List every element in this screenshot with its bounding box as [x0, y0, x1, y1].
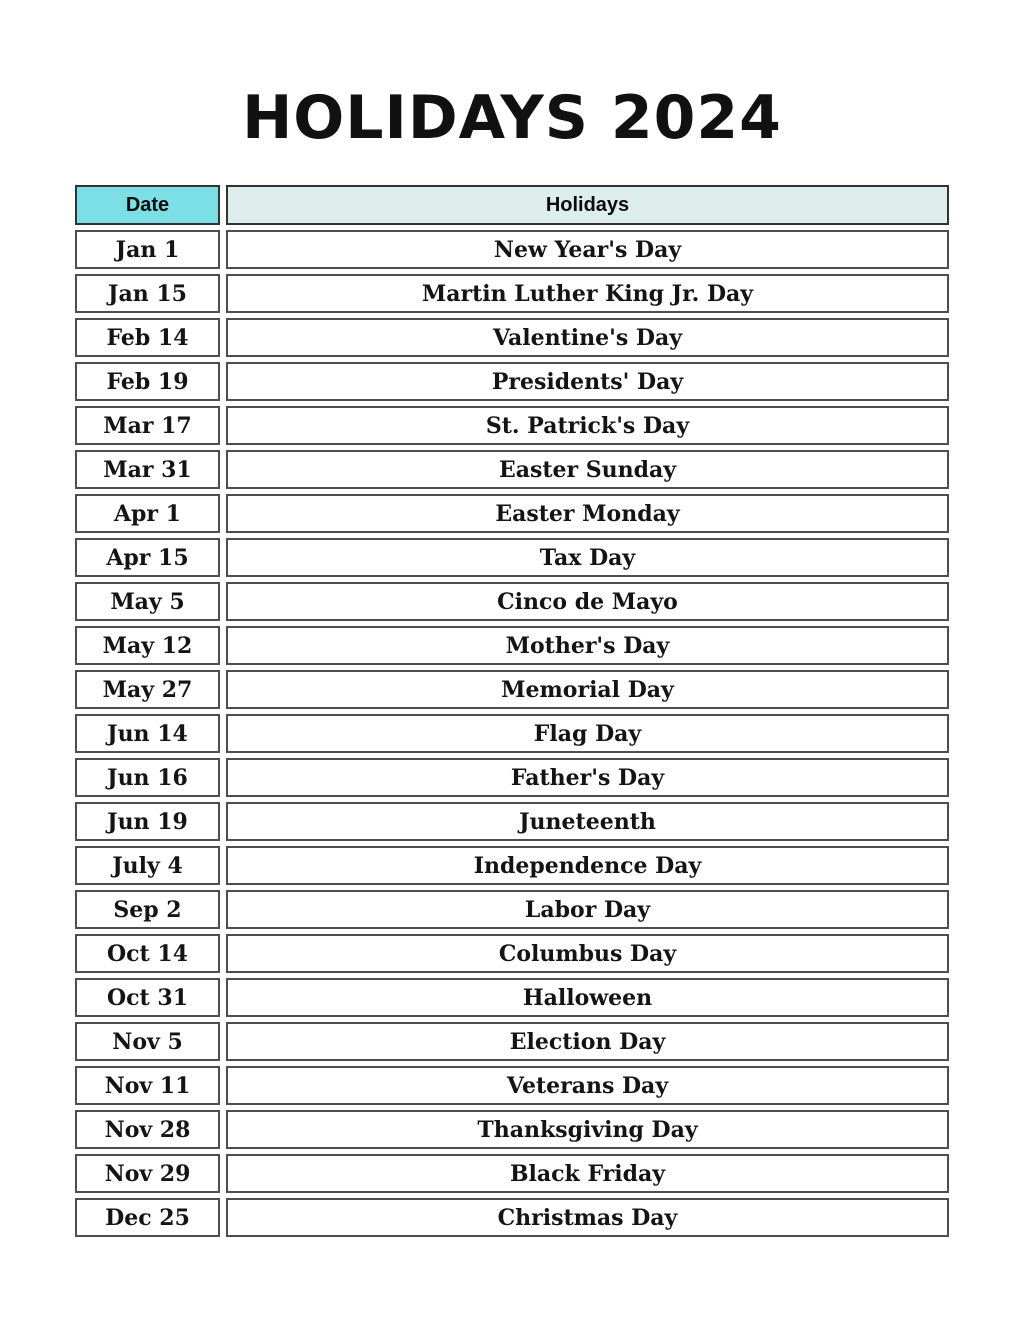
holiday-cell: Veterans Day: [226, 1066, 949, 1105]
date-cell: Jun 19: [75, 802, 220, 841]
date-cell: Nov 28: [75, 1110, 220, 1149]
holiday-cell: Election Day: [226, 1022, 949, 1061]
table-row: [75, 494, 949, 533]
table-row: [75, 1198, 949, 1237]
holiday-cell: Presidents' Day: [226, 362, 949, 401]
table-row: [75, 1022, 949, 1061]
date-cell: Nov 29: [75, 1154, 220, 1193]
date-cell: Feb 19: [75, 362, 220, 401]
date-cell: Sep 2: [75, 890, 220, 929]
table-row: [75, 406, 949, 445]
table-row: [75, 274, 949, 313]
table-row: [75, 318, 949, 357]
date-column-header: Date: [75, 185, 220, 225]
holiday-cell: Labor Day: [226, 890, 949, 929]
date-cell: Oct 31: [75, 978, 220, 1017]
holiday-cell: Halloween: [226, 978, 949, 1017]
date-cell: Jan 15: [75, 274, 220, 313]
date-cell: Dec 25: [75, 1198, 220, 1237]
table-row: [75, 538, 949, 577]
holiday-cell: Juneteenth: [226, 802, 949, 841]
table-row: [75, 978, 949, 1017]
table-row: [75, 846, 949, 885]
page-title: HOLIDAYS 2024: [242, 83, 782, 153]
table-row: [75, 758, 949, 797]
holiday-cell: New Year's Day: [226, 230, 949, 269]
table-row: [75, 890, 949, 929]
holiday-cell: Memorial Day: [226, 670, 949, 709]
holiday-cell: Cinco de Mayo: [226, 582, 949, 621]
date-cell: Jan 1: [75, 230, 220, 269]
table-row: [75, 582, 949, 621]
date-cell: Apr 1: [75, 494, 220, 533]
holiday-cell: Tax Day: [226, 538, 949, 577]
holidays-table: [69, 180, 955, 1242]
date-cell: May 5: [75, 582, 220, 621]
table-row: [75, 230, 949, 269]
table-row: [75, 450, 949, 489]
table-row: [75, 1110, 949, 1149]
holiday-cell: Independence Day: [226, 846, 949, 885]
date-cell: Apr 15: [75, 538, 220, 577]
holidays-column-header: Holidays: [226, 185, 949, 225]
date-cell: Oct 14: [75, 934, 220, 973]
date-cell: May 27: [75, 670, 220, 709]
date-cell: Nov 11: [75, 1066, 220, 1105]
table-row: [75, 670, 949, 709]
holiday-cell: Valentine's Day: [226, 318, 949, 357]
holiday-cell: Father's Day: [226, 758, 949, 797]
date-cell: July 4: [75, 846, 220, 885]
holiday-cell: Easter Sunday: [226, 450, 949, 489]
date-cell: Mar 17: [75, 406, 220, 445]
date-cell: Mar 31: [75, 450, 220, 489]
date-cell: Feb 14: [75, 318, 220, 357]
table-row: [75, 1066, 949, 1105]
table-row: [75, 1154, 949, 1193]
holiday-cell: Columbus Day: [226, 934, 949, 973]
holiday-cell: Easter Monday: [226, 494, 949, 533]
holiday-cell: St. Patrick's Day: [226, 406, 949, 445]
date-cell: Jun 16: [75, 758, 220, 797]
table-row: [75, 362, 949, 401]
header-row: [75, 185, 949, 225]
holiday-cell: Martin Luther King Jr. Day: [226, 274, 949, 313]
date-cell: Jun 14: [75, 714, 220, 753]
holiday-cell: Mother's Day: [226, 626, 949, 665]
table-row: [75, 714, 949, 753]
date-cell: May 12: [75, 626, 220, 665]
holiday-cell: Flag Day: [226, 714, 949, 753]
holiday-cell: Christmas Day: [226, 1198, 949, 1237]
date-cell: Nov 5: [75, 1022, 220, 1061]
holiday-cell: Black Friday: [226, 1154, 949, 1193]
table-row: [75, 934, 949, 973]
table-row: [75, 626, 949, 665]
holiday-cell: Thanksgiving Day: [226, 1110, 949, 1149]
table-row: [75, 802, 949, 841]
